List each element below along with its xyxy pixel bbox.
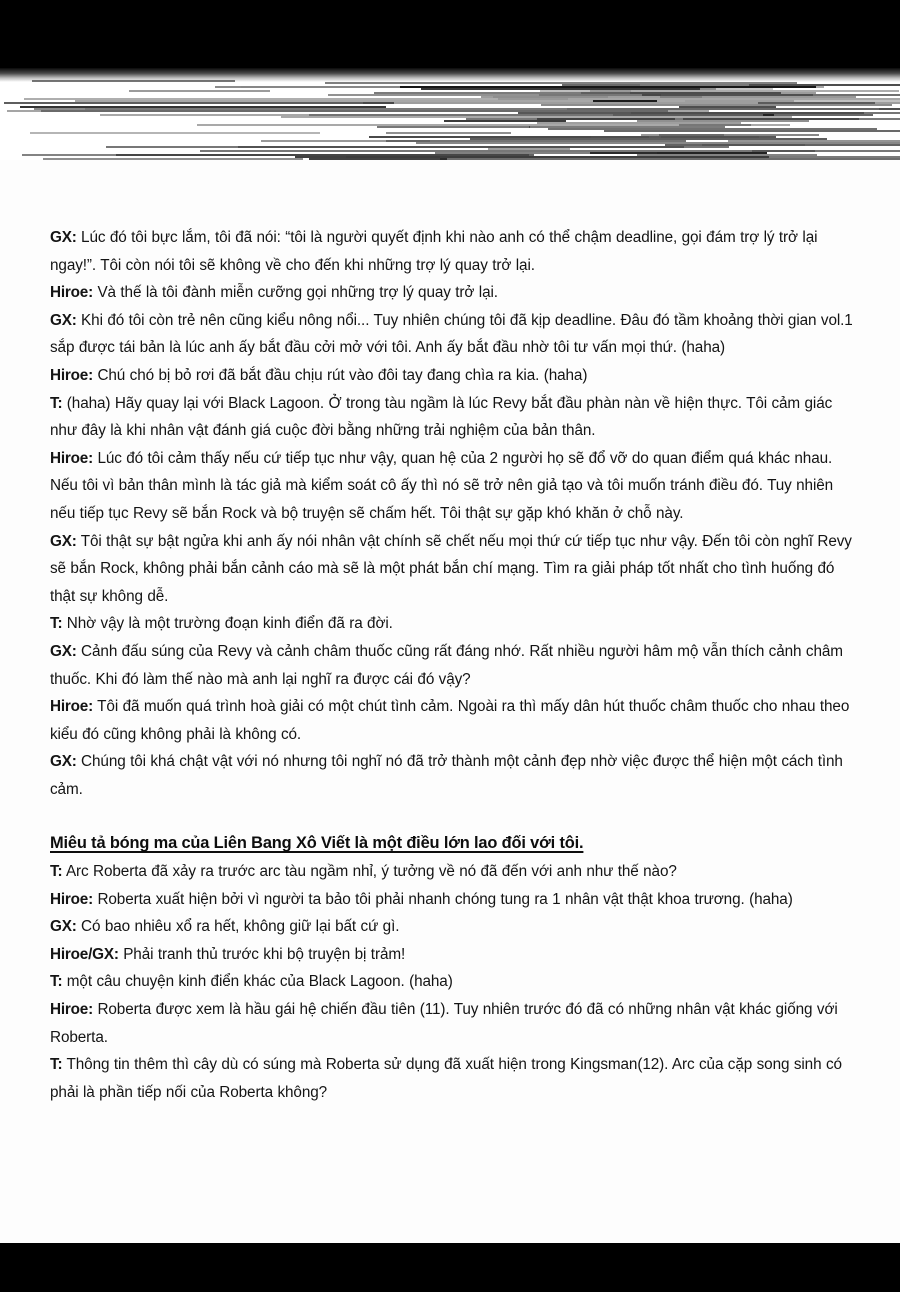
speaker-label: Hiroe:	[50, 698, 93, 716]
dialogue-text: Tôi thật sự bật ngửa khi anh ấy nói nhân vật chính sẽ chết nếu mọi thứ cứ tiếp tục như vậy. Đến tôi còn nghĩ Revy sẽ bắn Rock, không phải bắn cảnh cáo mà sẽ là một phát bắn chí mạng. Tìm ra giải pháp tốt nhất cho tình huống đó thật sự không dễ.	[50, 532, 857, 605]
dialogue-line	[50, 693, 860, 748]
scan-streak	[261, 140, 430, 142]
dialogue-text: Roberta xuất hiện bởi vì người ta bảo tôi phải nhanh chóng tung ra 1 nhân vật thật khoa trương. (haha)	[93, 890, 793, 908]
dialogue-line	[50, 941, 860, 969]
speaker-label: T:	[50, 973, 63, 991]
dialogue-text: Chúng tôi khá chật vật với nó nhưng tôi nghĩ nó đã trở thành một cảnh đẹp nhờ việc được thể hiện một cách tình cảm.	[50, 753, 848, 798]
dialogue-text: Arc Roberta đã xảy ra trước arc tàu ngầm nhỉ, ý tưởng về nó đã đến với anh như thế nào?	[62, 863, 677, 881]
dialogue-line	[50, 610, 860, 638]
speaker-label: GX:	[50, 753, 77, 771]
dialogue-line	[50, 445, 860, 528]
dialogue-text: Roberta được xem là hầu gái hệ chiến đầu tiên (11). Tuy nhiên trước đó đã có những nhân vật khác giống với Roberta.	[50, 1001, 843, 1046]
speaker-label: GX:	[50, 311, 77, 329]
interview-content	[50, 224, 860, 1106]
dialogue-block-upper	[50, 224, 860, 803]
dialogue-line	[50, 362, 860, 390]
speaker-label: Hiroe:	[50, 890, 93, 908]
dialogue-line	[50, 996, 860, 1051]
dialogue-text: Thông tin thêm thì cây dù có súng mà Roberta sử dụng đã xuất hiện trong Kingsman(12). Arc của cặp song sinh có phải là phần tiếp nối của Roberta không?	[50, 1056, 847, 1101]
speaker-label: Hiroe:	[50, 366, 93, 384]
dialogue-line	[50, 390, 860, 445]
dialogue-line	[50, 224, 860, 279]
bottom-black-border	[0, 1243, 900, 1292]
dialogue-text: Nhờ vậy là một trường đoạn kinh điển đã ra đời.	[62, 615, 393, 633]
dialogue-text: Phải tranh thủ trước khi bộ truyện bị trảm!	[118, 945, 406, 963]
scan-streak	[32, 80, 235, 82]
speaker-label: Hiroe:	[50, 284, 93, 302]
speaker-label: Hiroe:	[50, 1001, 93, 1019]
speaker-label: T:	[50, 1056, 63, 1074]
scan-glitch-band	[0, 68, 900, 160]
dialogue-line	[50, 886, 860, 914]
dialogue-text: Chú chó bị bỏ rơi đã bắt đầu chịu rút vào đôi tay đang chìa ra kia. (haha)	[93, 366, 588, 384]
paper-surface	[0, 160, 900, 1243]
dialogue-text: Cảnh đấu súng của Revy và cảnh châm thuốc cũng rất đáng nhớ. Rất nhiều người hâm mộ vẫn thích cảnh châm thuốc. Khi đó làm thế nào mà anh lại nghĩ ra được cái đó vậy?	[50, 642, 848, 688]
dialogue-text: Khi đó tôi còn trẻ nên cũng kiểu nông nổi... Tuy nhiên chúng tôi đã kịp deadline. Đâu đó tầm khoảng thời gian vol.1 sắp được tái bản là lúc anh ấy bắt đầu cởi mở với tôi. Anh ấy bắt đầu nhờ tôi tư vấn mọi thứ. (haha)	[50, 311, 858, 357]
dialogue-line	[50, 968, 860, 996]
dialogue-line	[50, 858, 860, 886]
dialogue-text: Lúc đó tôi bực lắm, tôi đã nói: “tôi là người quyết định khi nào anh có thể chậm deadline, gọi đám trợ lý trở lại ngay!”. Tôi còn nói tôi sẽ không về cho đến khi những trợ lý quay trở lại.	[50, 229, 822, 274]
speaker-label: GX:	[50, 229, 77, 246]
speaker-label: T:	[50, 615, 63, 633]
scan-streak	[4, 102, 394, 104]
speaker-label: GX:	[50, 642, 77, 660]
top-black-border	[0, 0, 900, 68]
dialogue-text: Và thế là tôi đành miễn cưỡng gọi những trợ lý quay trở lại.	[93, 284, 498, 302]
speaker-label: Hiroe:	[50, 449, 93, 467]
dialogue-text: Lúc đó tôi cảm thấy nếu cứ tiếp tục như vậy, quan hệ của 2 người họ sẽ đổ vỡ do quan điểm quá khác nhau. Nếu tôi vì bản thân mình là tác giả mà kiểm soát cô ấy thì nó sẽ trở nên giả tạo và tôi muốn tránh điều đó. Tuy nhiên nếu tiếp tục Revy sẽ bắn Rock và bộ truyện sẽ chấm hết. Tôi thật sự gặp khó khăn ở chỗ này.	[50, 449, 838, 522]
dialogue-text: một câu chuyện kinh điển khác của Black Lagoon. (haha)	[62, 973, 453, 991]
section-spacer	[50, 803, 860, 830]
scan-streak	[377, 126, 530, 128]
scan-streak	[238, 146, 684, 148]
speaker-label: Hiroe/GX:	[50, 945, 119, 963]
scan-streak	[604, 130, 900, 132]
dialogue-line	[50, 638, 860, 693]
speaker-label: T:	[50, 394, 63, 412]
scan-streak	[30, 132, 320, 134]
dialogue-line	[50, 1051, 860, 1106]
dialogue-line	[50, 748, 860, 803]
dialogue-block-lower	[50, 858, 860, 1106]
dialogue-line	[50, 913, 860, 941]
scan-streak	[129, 90, 270, 92]
dialogue-line	[50, 528, 860, 611]
scan-streak	[386, 132, 511, 134]
dialogue-text: Tôi đã muốn quá trình hoà giải có một chút tình cảm. Ngoài ra thì mấy dân hút thuốc châm thuốc cho nhau theo kiểu đó cũng không phải là không có.	[50, 698, 854, 743]
section-heading: Miêu tả bóng ma của Liên Bang Xô Viết là một điều lớn lao đối với tôi.	[50, 834, 584, 853]
speaker-label: GX:	[50, 532, 77, 550]
dialogue-text: (haha) Hãy quay lại với Black Lagoon. Ở trong tàu ngầm là lúc Revy bắt đầu phàn nàn về hiện thực. Tôi cảm giác như đây là khi nhân vật đánh giá cuộc đời bằng những trải nghiệm của bản thân.	[50, 394, 837, 440]
speaker-label: GX:	[50, 918, 77, 936]
speaker-label: T:	[50, 863, 63, 881]
dialogue-text: Có bao nhiêu xổ ra hết, không giữ lại bất cứ gì.	[76, 918, 400, 936]
dialogue-line	[50, 279, 860, 307]
dialogue-line	[50, 307, 860, 362]
